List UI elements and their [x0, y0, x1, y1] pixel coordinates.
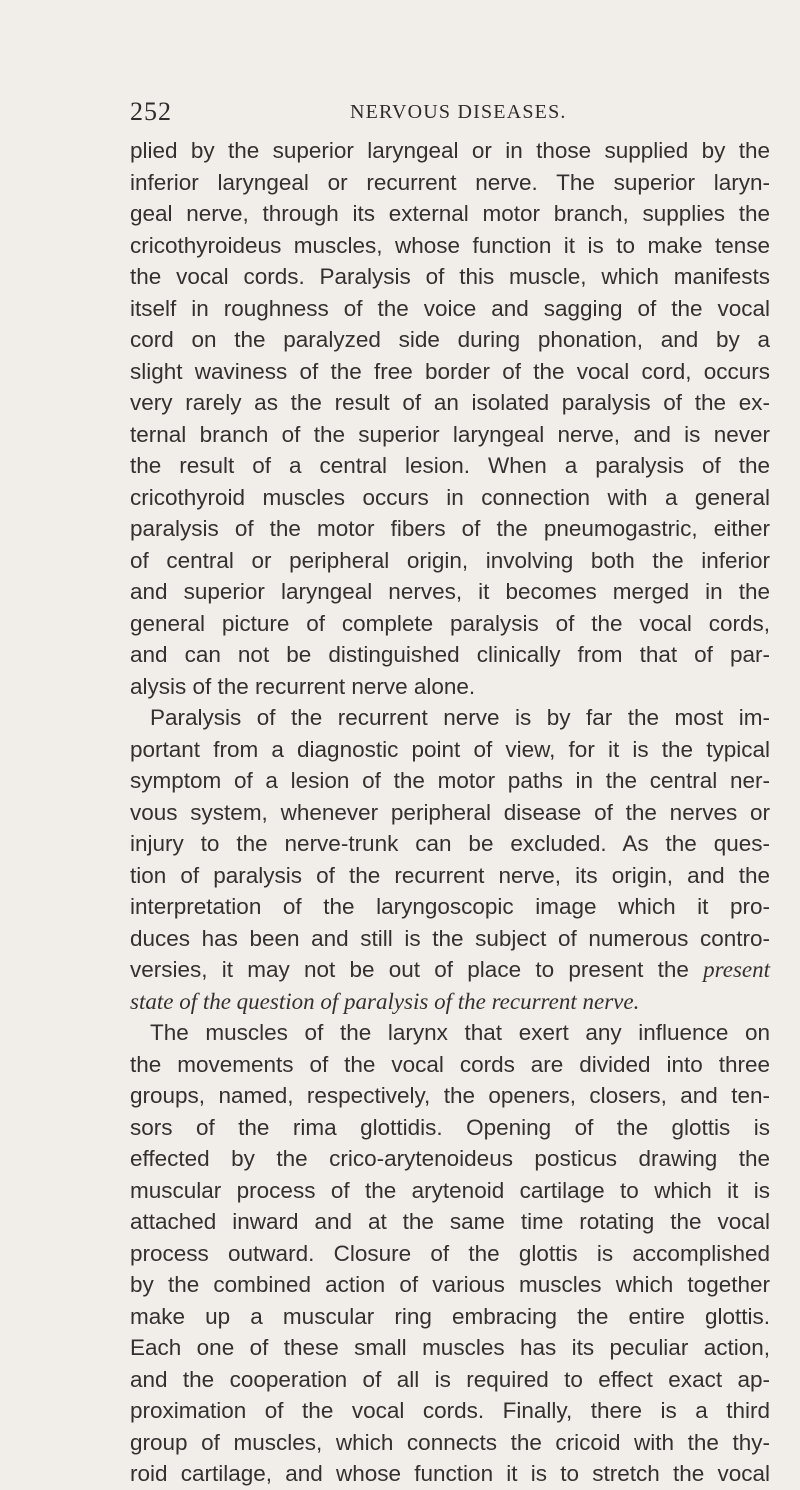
italic-phrase: present	[703, 957, 770, 982]
running-title: NERVOUS DISEASES.	[350, 101, 567, 123]
text-line: muscular process of the arytenoid cartilage to which it is	[130, 1177, 770, 1203]
body-text	[130, 135, 770, 1490]
text-line	[130, 986, 770, 1018]
text-line: inferior laryngeal or recurrent nerve. The superior laryn-	[130, 169, 770, 195]
text-line: alysis of the recurrent nerve alone.	[130, 673, 476, 699]
text-line: itself in roughness of the voice and sagging of the vocal	[130, 295, 770, 321]
text-line: sors of the rima glottidis. Opening of the glottis is	[130, 1114, 770, 1140]
text-line: and can not be distinguished clinically from that of par-	[130, 642, 770, 667]
text-line: roid cartilage, and whose function it is to stretch the vocal	[130, 1461, 770, 1486]
running-head	[130, 97, 770, 129]
text-line: by the combined action of various muscles which together	[130, 1272, 770, 1297]
text-line: cricothyroid muscles occurs in connection with a general	[130, 484, 770, 510]
text-line: ternal branch of the superior laryngeal nerve, and is never	[130, 421, 770, 447]
text-line: make up a muscular ring embracing the entire glottis.	[130, 1303, 770, 1329]
text-line: interpretation of the laryngoscopic image which it pro-	[130, 894, 770, 919]
text-line: and the cooperation of all is required to effect exact ap-	[130, 1366, 770, 1392]
text-line: process outward. Closure of the glottis is accomplished	[130, 1240, 770, 1266]
italic-phrase: state of the question of paralysis of the recurrent nerve.	[130, 988, 640, 1014]
text-line: the vocal cords. Paralysis of this muscle, which manifests	[130, 264, 770, 289]
page-number: 252	[130, 97, 172, 126]
text-line: cord on the paralyzed side during phonation, and by a	[130, 327, 770, 352]
line-text: versies, it may not be out of place to present the	[130, 957, 704, 982]
text-line: effected by the crico-arytenoideus posticus drawing the	[130, 1146, 770, 1171]
text-line: proximation of the vocal cords. Finally, there is a third	[130, 1398, 770, 1423]
text-line: symptom of a lesion of the motor paths in the central ner-	[130, 768, 770, 793]
text-line: Paralysis of the recurrent nerve is by far the most im-	[150, 705, 770, 730]
text-line: injury to the nerve-trunk can be excluded. As the ques-	[130, 831, 770, 856]
text-line: the result of a central lesion. When a paralysis of the	[130, 453, 770, 478]
text-line: duces has been and still is the subject of numerous contro-	[130, 925, 770, 951]
text-line: portant from a diagnostic point of view, for it is the typical	[130, 736, 770, 762]
text-line: attached inward and at the same time rotating the vocal	[130, 1209, 770, 1234]
text-line: the movements of the vocal cords are divided into three	[130, 1051, 770, 1077]
text-line: groups, named, respectively, the openers, closers, and ten-	[130, 1083, 770, 1108]
text-line: geal nerve, through its external motor branch, supplies the	[130, 201, 770, 226]
text-line: tion of paralysis of the recurrent nerve, its origin, and the	[130, 862, 770, 888]
text-line: very rarely as the result of an isolated paralysis of the ex-	[130, 390, 770, 415]
text-line: group of muscles, which connects the cricoid with the thy-	[130, 1429, 770, 1455]
text-line: and superior laryngeal nerves, it becomes merged in the	[130, 579, 770, 604]
text-line: cricothyroideus muscles, whose function it is to make tense	[130, 232, 770, 258]
text-line	[130, 954, 770, 986]
text-line: plied by the superior laryngeal or in those supplied by the	[130, 138, 770, 163]
text-line: of central or peripheral origin, involving both the inferior	[130, 547, 770, 573]
text-line: general picture of complete paralysis of the vocal cords,	[130, 610, 770, 636]
text-line: paralysis of the motor fibers of the pneumogastric, either	[130, 516, 770, 541]
text-line: The muscles of the larynx that exert any influence on	[150, 1020, 770, 1045]
text-line: slight waviness of the free border of the vocal cord, occurs	[130, 358, 770, 384]
text-line: Each one of these small muscles has its peculiar action,	[130, 1335, 770, 1360]
text-line: vous system, whenever peripheral disease of the nerves or	[130, 799, 770, 825]
